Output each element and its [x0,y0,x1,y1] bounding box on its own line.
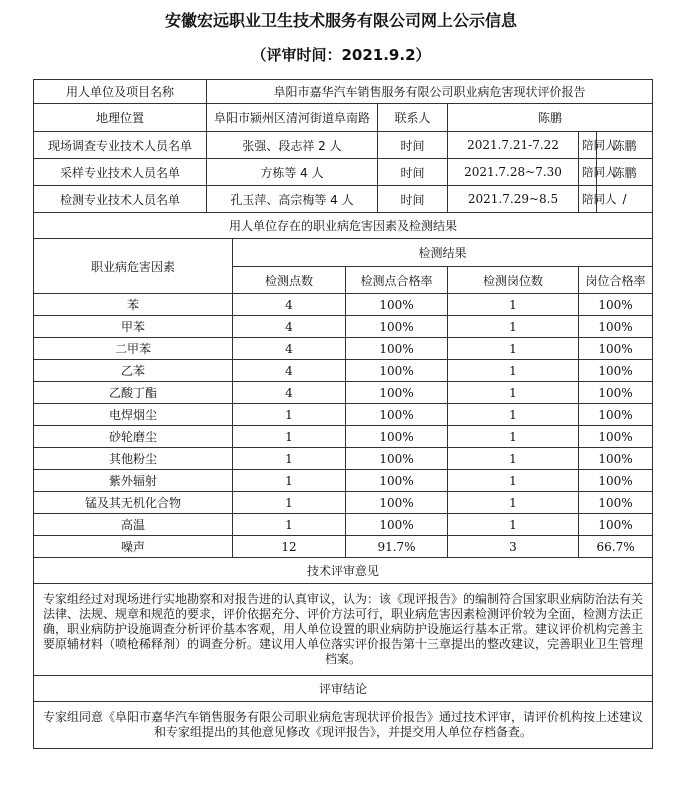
post-rate-cell: 100% [579,448,653,470]
posts-cell: 1 [448,382,579,404]
factor-cell: 电焊烟尘 [34,404,233,426]
point-rate-cell: 100% [346,448,448,470]
table-row [34,492,653,514]
points-cell: 4 [233,382,346,404]
posts-cell: 1 [448,338,579,360]
point-rate-cell: 100% [346,316,448,338]
point-rate-cell: 100% [346,426,448,448]
factor-cell: 二甲苯 [34,338,233,360]
disclosure-table [33,79,653,749]
posts-cell: 1 [448,294,579,316]
post-rate-cell: 100% [579,338,653,360]
col-post-rate: 岗位合格率 [579,267,653,294]
points-cell: 1 [233,448,346,470]
conclusion-text: 专家组同意《阜阳市嘉华汽车销售服务有限公司职业病危害现状评价报告》通过技术评审，请评价机构按上述建议和专家组提出的其他意见修改《现评报告》，并提交用人单位存档备查。 [34,702,653,749]
factor-cell: 砂轮磨尘 [34,426,233,448]
table-row [34,448,653,470]
post-rate-cell: 100% [579,382,653,404]
factor-cell: 高温 [34,514,233,536]
col-points: 检测点数 [233,267,346,294]
table-row [34,536,653,558]
post-rate-cell: 100% [579,514,653,536]
factor-cell: 锰及其无机化合物 [34,492,233,514]
accompany-value: 陈鹏 [597,159,653,186]
points-cell: 4 [233,338,346,360]
page-title: 安徽宏远职业卫生技术服务有限公司网上公示信息 [164,11,517,30]
posts-cell: 1 [448,404,579,426]
point-rate-cell: 100% [346,382,448,404]
factor-cell: 其他粉尘 [34,448,233,470]
post-rate-cell: 100% [579,470,653,492]
accompany-label: 陪同人 [579,159,597,186]
posts-cell: 1 [448,316,579,338]
employer-value: 阜阳市嘉华汽车销售服务有限公司职业病危害现状评价报告 [207,80,653,104]
time-label: 时间 [378,132,448,159]
table-row [34,294,653,316]
employer-label: 用人单位及项目名称 [34,80,207,104]
location-value: 阜阳市颍州区清河街道阜南路 [207,104,378,132]
post-rate-cell: 100% [579,492,653,514]
points-cell: 1 [233,470,346,492]
post-rate-cell: 100% [579,360,653,382]
table-row [34,382,653,404]
location-label: 地理位置 [34,104,207,132]
posts-cell: 3 [448,536,579,558]
contact-label: 联系人 [378,104,448,132]
posts-cell: 1 [448,514,579,536]
table-row [34,426,653,448]
factor-header: 职业病危害因素 [34,239,233,294]
result-header: 检测结果 [233,239,653,267]
point-rate-cell: 100% [346,338,448,360]
accompany-value: / [597,186,653,213]
points-cell: 1 [233,404,346,426]
point-rate-cell: 100% [346,360,448,382]
posts-cell: 1 [448,360,579,382]
factor-cell: 噪声 [34,536,233,558]
time-value: 2021.7.21-7.22 [448,132,579,159]
time-label: 时间 [378,159,448,186]
factor-cell: 紫外辐射 [34,470,233,492]
factor-cell: 甲苯 [34,316,233,338]
table-row [34,338,653,360]
staff-label: 现场调查专业技术人员名单 [34,132,207,159]
accompany-value: 陈鹏 [597,132,653,159]
table-row [34,360,653,382]
point-rate-cell: 91.7% [346,536,448,558]
posts-cell: 1 [448,448,579,470]
conclusion-title: 评审结论 [34,676,653,702]
staff-label: 采样专业技术人员名单 [34,159,207,186]
opinion-title: 技术评审意见 [34,558,653,584]
posts-cell: 1 [448,426,579,448]
post-rate-cell: 100% [579,426,653,448]
point-rate-cell: 100% [346,514,448,536]
post-rate-cell: 100% [579,316,653,338]
staff-names: 张强、段志祥 2 人 [207,132,378,159]
points-cell: 4 [233,294,346,316]
points-cell: 1 [233,492,346,514]
hazard-section-title: 用人单位存在的职业病危害因素及检测结果 [34,213,653,239]
point-rate-cell: 100% [346,470,448,492]
factor-cell: 乙酸丁酯 [34,382,233,404]
contact-value: 陈鹏 [448,104,653,132]
posts-cell: 1 [448,492,579,514]
post-rate-cell: 66.7% [579,536,653,558]
post-rate-cell: 100% [579,404,653,426]
time-value: 2021.7.28~7.30 [448,159,579,186]
table-row [34,470,653,492]
time-value: 2021.7.29~8.5 [448,186,579,213]
point-rate-cell: 100% [346,404,448,426]
table-row [34,404,653,426]
col-posts: 检测岗位数 [448,267,579,294]
points-cell: 12 [233,536,346,558]
post-rate-cell: 100% [579,294,653,316]
review-time: （评审时间：2021.9.2） [251,46,431,64]
table-row [34,316,653,338]
staff-names: 方栋等 4 人 [207,159,378,186]
points-cell: 4 [233,316,346,338]
point-rate-cell: 100% [346,294,448,316]
staff-label: 检测专业技术人员名单 [34,186,207,213]
opinion-text: 专家组经过对现场进行实地勘察和对报告进的认真审议，认为：该《现评报告》的编制符合国家职业病防治法有关法律、法规、规章和规范的要求，评价依据充分、评价方法可行，职业病危害因素检测评价较为全面，检测方法正确，职业病防护设施调查分析评价基本客观，用人单位设置的职业病防护设施运行基本正常。建议评价机构完善主要原辅材料（喷枪稀释剂）的调查分析。建议用人单位落实评价报告第十三章提出的整改建议，完善职业卫生管理档案。 [34,584,653,676]
accompany-label: 陪同人 [579,132,597,159]
point-rate-cell: 100% [346,492,448,514]
points-cell: 1 [233,426,346,448]
col-point-rate: 检测点合格率 [346,267,448,294]
factor-cell: 苯 [34,294,233,316]
staff-names: 孔玉萍、高宗梅等 4 人 [207,186,378,213]
factor-cell: 乙苯 [34,360,233,382]
accompany-label: 陪同人 [579,186,597,213]
table-row [34,514,653,536]
points-cell: 4 [233,360,346,382]
points-cell: 1 [233,514,346,536]
posts-cell: 1 [448,470,579,492]
time-label: 时间 [378,186,448,213]
